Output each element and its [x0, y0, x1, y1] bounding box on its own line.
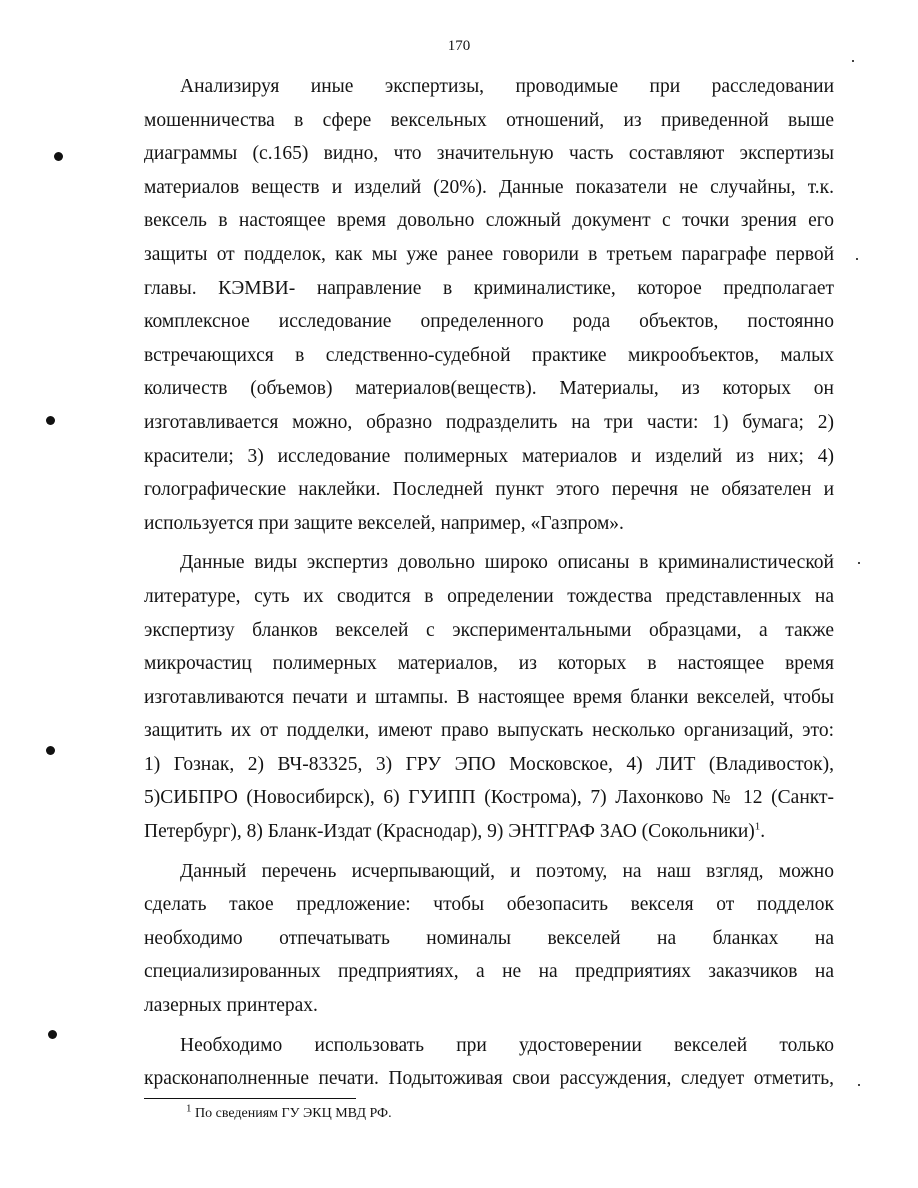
text-line [144, 546, 834, 580]
text-line-content: комплексное исследование определенного рода объектов, постоянно [144, 311, 834, 333]
paragraph [144, 546, 834, 848]
text-line-content: используется при защите векселей, например, «Газпром». [144, 512, 624, 534]
scan-speck [858, 1084, 860, 1086]
text-line-content: литературе, суть их сводится в определении тождества представленных на [144, 585, 834, 607]
text-line [144, 781, 834, 815]
trailing-punctuation: . [760, 821, 766, 843]
text-line-content: специализированных предприятиях, а не на предприятиях заказчиков на [144, 961, 834, 983]
footnote-reference: 1 [754, 820, 761, 833]
scan-speck [852, 60, 854, 62]
text-line [144, 339, 834, 373]
text-line [144, 580, 834, 614]
binder-hole-mark [48, 1030, 57, 1039]
text-line-content: встречающихся в следственно-судебной практике микрообъектов, малых [144, 344, 834, 366]
text-line-content: 1) Гознак, 2) ВЧ-83325, 3) ГРУ ЭПО Московское, 4) ЛИТ (Владивосток), [144, 753, 834, 775]
text-line-content: Анализируя иные экспертизы, проводимые при расследовании [180, 76, 834, 97]
scan-speck [858, 562, 860, 564]
text-line [144, 272, 834, 306]
footnote-marker: 1 [186, 1102, 192, 1115]
text-line [144, 406, 834, 440]
footnote [186, 1102, 392, 1122]
text-line [144, 507, 834, 541]
text-line [144, 855, 834, 889]
footnote-text: По сведениям ГУ ЭКЦ МВД РФ. [195, 1106, 392, 1121]
text-line [144, 989, 834, 1023]
text-line-content: Петербург), 8) Бланк-Издат (Краснодар), 9) ЭНТГРАФ ЗАО (Сокольники) [144, 821, 755, 843]
text-line [144, 614, 834, 648]
text-line [144, 137, 834, 171]
text-line [144, 815, 834, 849]
paragraph [144, 855, 834, 1023]
text-line-content: Данные виды экспертиз довольно широко описаны в криминалистической [180, 552, 834, 574]
text-line-content: необходимо отпечатывать номиналы векселей на бланках на [144, 927, 834, 949]
text-line [144, 372, 834, 406]
text-line-content: экспертизу бланков векселей с экспериментальными образцами, а также [144, 619, 834, 641]
text-line-content: количеств (объемов) материалов(веществ). Материалы, из которых он [144, 378, 834, 400]
text-line [144, 238, 834, 272]
text-line-content: защитить их от подделки, имеют право выпускать несколько организаций, это: [144, 720, 834, 742]
text-line-content: изготавливается можно, образно подразделить на три части: 1) бумага; 2) [144, 411, 834, 433]
text-line-content: лазерных принтерах. [144, 995, 318, 1017]
text-line [144, 1029, 834, 1063]
text-line [144, 473, 834, 507]
binder-hole-mark [46, 416, 55, 425]
text-line-content: защиты от подделок, как мы уже ранее говорили в третьем параграфе первой [144, 243, 834, 265]
text-line [144, 305, 834, 339]
scan-speck [856, 258, 858, 260]
text-line [144, 681, 834, 715]
binder-hole-mark [54, 152, 63, 161]
text-line-content: микрочастиц полимерных материалов, из которых в настоящее время [144, 653, 834, 675]
footnote-separator [144, 1098, 356, 1099]
text-line-content: сделать такое предложение: чтобы обезопасить векселя от подделок [144, 894, 834, 916]
text-line-content: голографические наклейки. Последней пункт этого перечня не обязателен и [144, 479, 834, 501]
body-text [144, 70, 834, 1096]
text-line [144, 714, 834, 748]
paragraph [144, 70, 834, 540]
text-line [144, 1062, 834, 1096]
text-line-content: красители; 3) исследование полимерных материалов и изделий из них; 4) [144, 445, 834, 467]
text-line-content: Данный перечень исчерпывающий, и поэтому, на наш взгляд, можно [180, 860, 834, 882]
paragraph [144, 1029, 834, 1096]
text-line [144, 922, 834, 956]
binder-hole-mark [46, 746, 55, 755]
text-line-content: Необходимо использовать при удостоверении векселей только [180, 1034, 834, 1056]
text-line [144, 104, 834, 138]
text-line [144, 888, 834, 922]
page-number: 170 [447, 38, 471, 54]
text-line [144, 647, 834, 681]
text-line [144, 171, 834, 205]
text-line-content: диаграммы (с.165) видно, что значительную часть составляют экспертизы [144, 143, 834, 165]
text-line-content: материалов веществ и изделий (20%). Данные показатели не случайны, т.к. [144, 176, 834, 198]
text-line-content: вексель в настоящее время довольно сложный документ с точки зрения его [144, 210, 834, 232]
text-line [144, 748, 834, 782]
text-line [144, 204, 834, 238]
text-line [144, 440, 834, 474]
text-line-content: красконаполненные печати. Подытоживая свои рассуждения, следует отметить, [144, 1068, 834, 1090]
text-line [144, 70, 834, 104]
text-line-content: главы. КЭМВИ- направление в криминалистике, которое предполагает [144, 277, 834, 299]
text-line-content: 5)СИБПРО (Новосибирск), 6) ГУИПП (Кострома), 7) Лахонково № 12 (Санкт- [144, 787, 834, 809]
text-line-content: мошенничества в сфере вексельных отношений, из приведенной выше [144, 109, 834, 131]
text-line-content: изготавливаются печати и штампы. В настоящее время бланки векселей, чтобы [144, 686, 834, 708]
text-line [144, 955, 834, 989]
